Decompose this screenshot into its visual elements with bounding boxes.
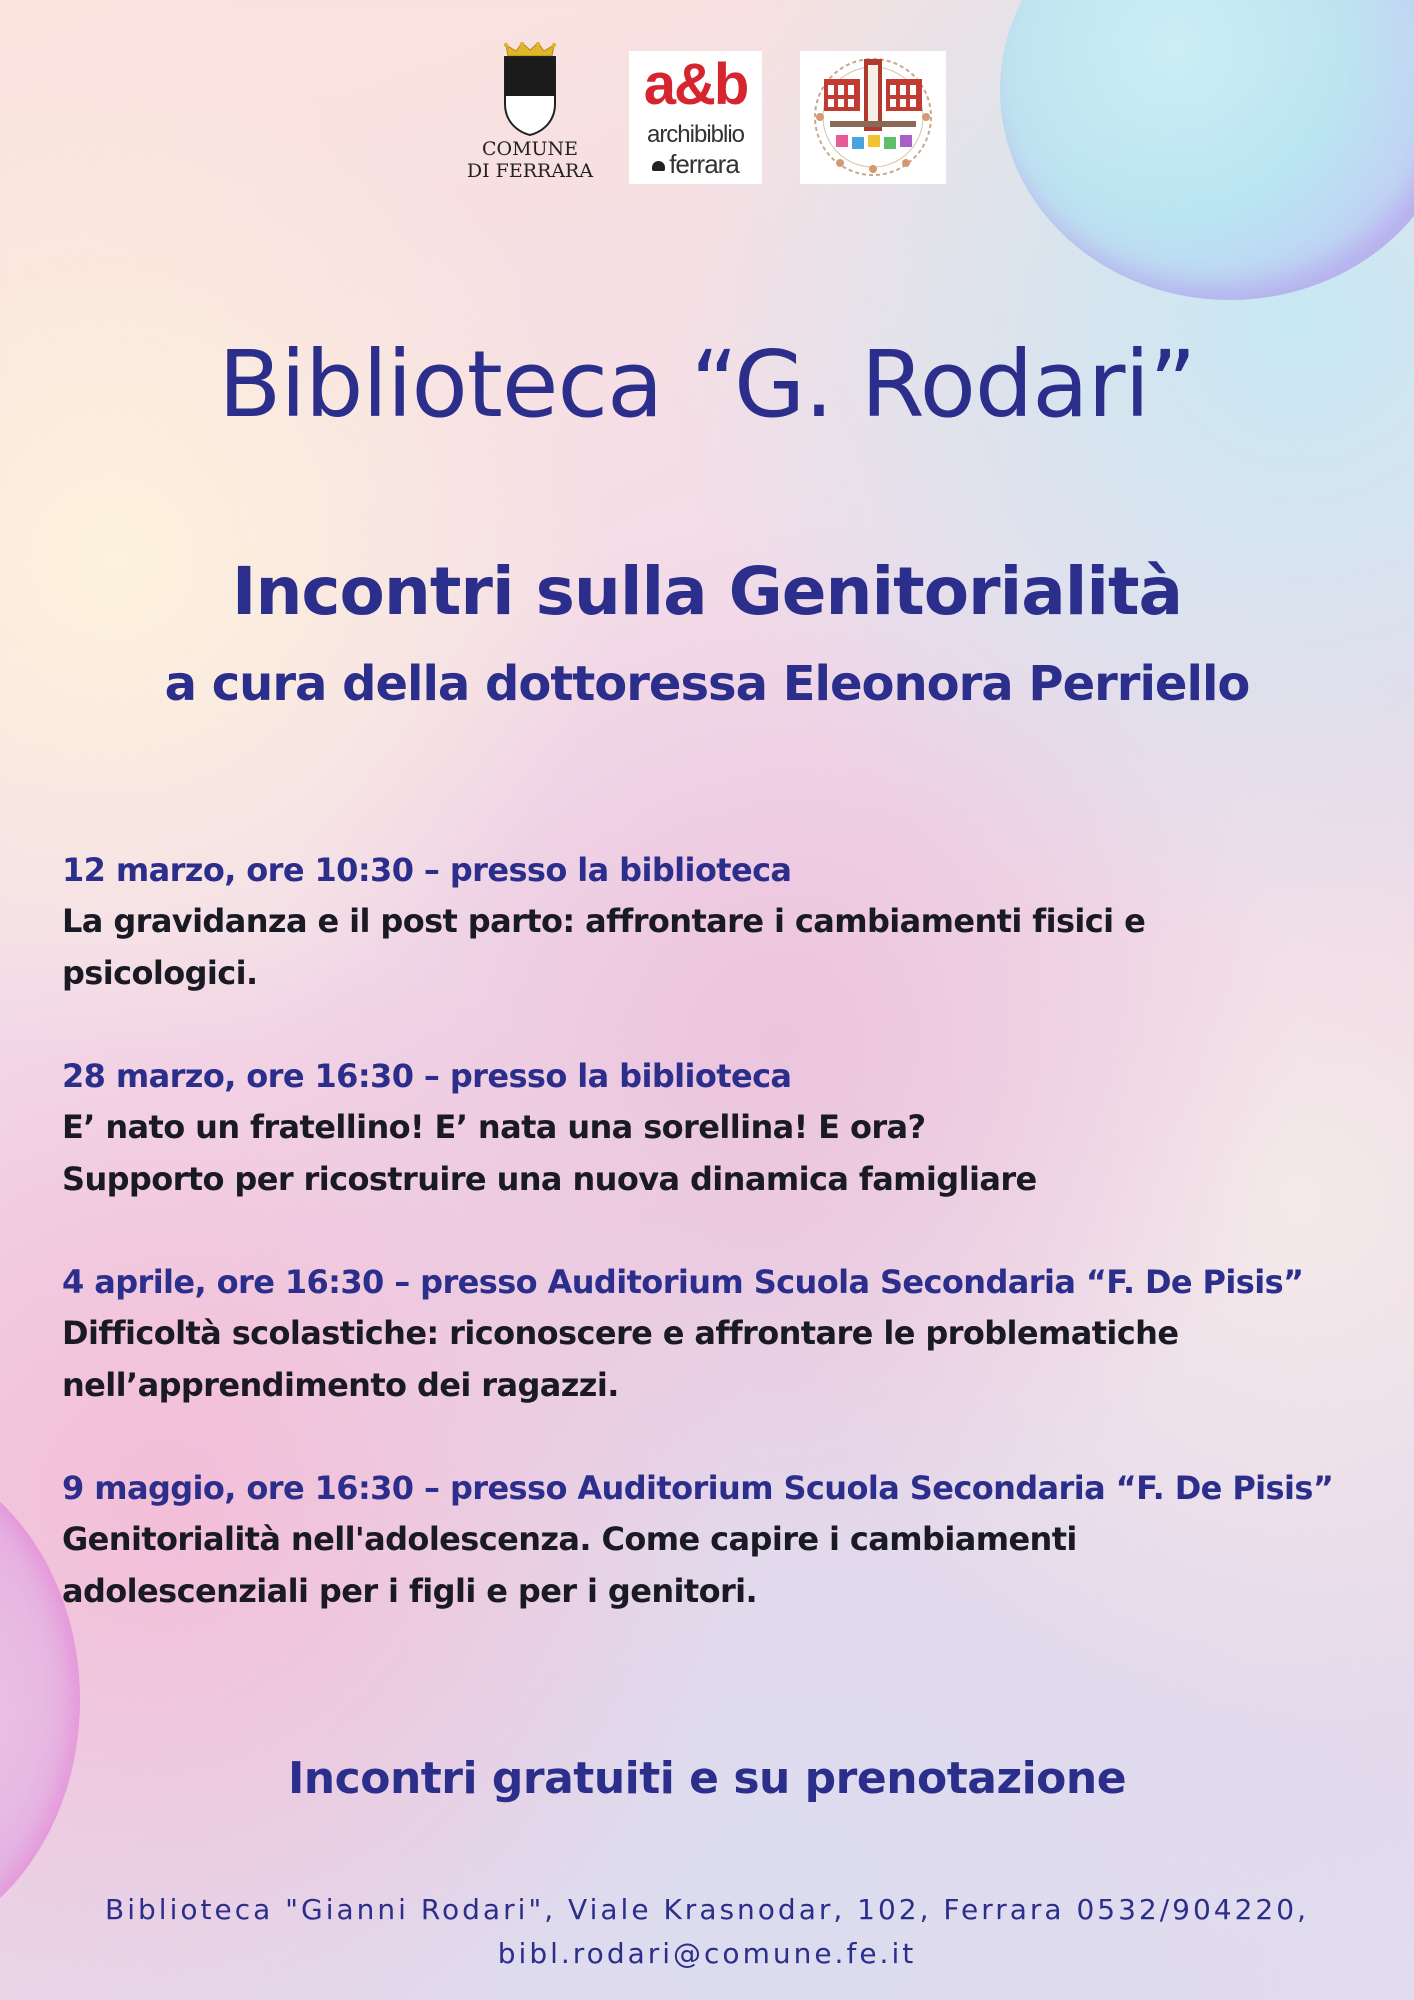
comune-line-2: DI FERRARA	[466, 160, 594, 182]
event-series-title: Incontri sulla Genitorialità	[231, 553, 1183, 630]
contact-footer	[0, 1888, 1414, 1976]
event-description-line: Supporto per ricostruire una nuova dinamica famigliare	[62, 1160, 1037, 1198]
ab-wordmark: a&b	[643, 52, 748, 117]
curator-line: a cura della dottoressa Eleonora Perriello	[164, 656, 1250, 712]
footer-email: bibl.rodari@comune.fe.it	[497, 1937, 917, 1970]
ferrara-text-row	[629, 149, 762, 179]
shield-icon	[504, 56, 556, 136]
library-title: Biblioteca “G. Rodari”	[218, 331, 1196, 438]
library-emblem-logo	[800, 51, 946, 184]
archibiblio-text: archibiblio	[646, 121, 745, 148]
comune-name	[466, 138, 594, 182]
event-description-line: Genitorialità nell'adolescenza. Come capire i cambiamenti	[62, 1520, 1077, 1558]
event-date-location: 4 aprile, ore 16:30 – presso Auditorium Scuola Secondaria “F. De Pisis”	[62, 1263, 1304, 1301]
event-description-line: nell’apprendimento dei ragazzi.	[62, 1366, 619, 1404]
logo-bar	[466, 40, 946, 190]
event-list	[62, 845, 1412, 1669]
free-booking-note: Incontri gratuiti e su prenotazione	[287, 1753, 1127, 1804]
event-description-line: psicologici.	[62, 954, 258, 992]
event-item	[62, 1257, 1412, 1411]
event-item	[62, 1051, 1412, 1205]
dome-icon	[652, 161, 665, 171]
event-description-line: Difficoltà scolastiche: riconoscere e affrontare le problematiche	[62, 1314, 1179, 1352]
event-item	[62, 845, 1412, 999]
event-date-location: 12 marzo, ore 10:30 – presso la biblioteca	[62, 851, 792, 889]
event-description-line: adolescenziali per i figli e per i genitori.	[62, 1572, 758, 1610]
event-description-line: La gravidanza e il post parto: affrontare i cambiamenti fisici e	[62, 902, 1146, 940]
ferrara-text: ferrara	[669, 149, 739, 179]
decorative-bubble-top-right	[1000, 0, 1414, 300]
comune-line-1: COMUNE	[481, 138, 579, 160]
event-date-location: 28 marzo, ore 16:30 – presso la biblioteca	[62, 1057, 792, 1095]
event-description-line: E’ nato un fratellino! E’ nata una sorellina! E ora?	[62, 1108, 926, 1146]
comune-di-ferrara-logo	[466, 42, 594, 188]
library-emblem-icon	[800, 51, 946, 184]
footer-address: Biblioteca "Gianni Rodari", Viale Krasnodar, 102, Ferrara 0532/904220,	[105, 1893, 1309, 1926]
archibiblio-ferrara-logo	[629, 51, 762, 184]
event-date-location: 9 maggio, ore 16:30 – presso Auditorium Scuola Secondaria “F. De Pisis”	[62, 1469, 1334, 1507]
event-item	[62, 1463, 1412, 1617]
